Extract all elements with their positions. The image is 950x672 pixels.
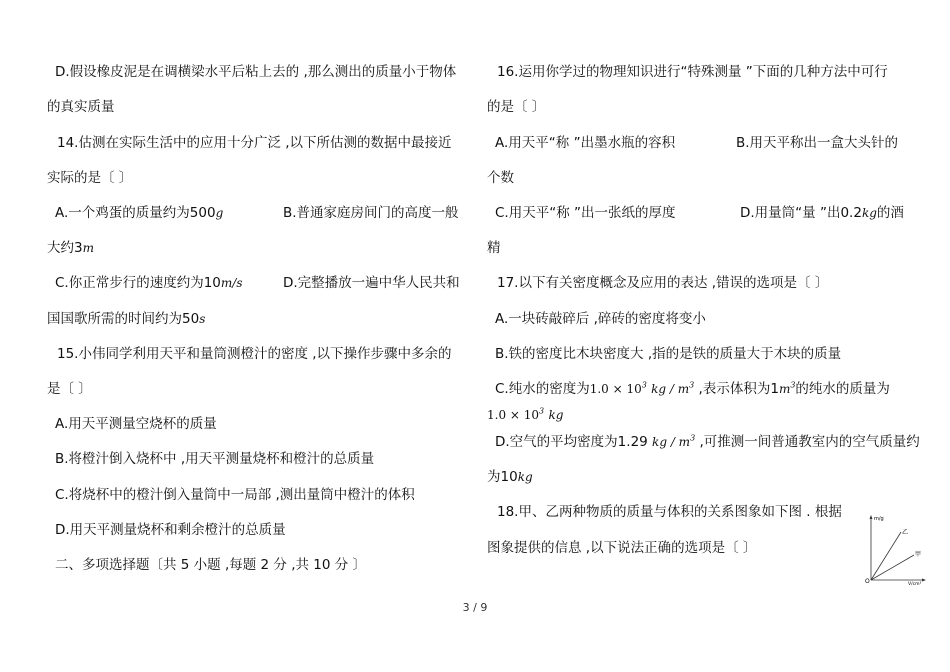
q17-option-c-line2 xyxy=(487,405,563,425)
q17-option-d-unit: kg / m xyxy=(652,435,691,449)
q15-option-b: B.将橙汁倒入烧杯中 ,用天平测量烧杯和橙汁的总质量 xyxy=(55,451,375,467)
q17-option-c-text3: 的纯水的质量为 xyxy=(795,381,890,397)
q17-option-d-line2 xyxy=(487,467,533,487)
graph-label-yi: 乙 xyxy=(902,529,909,536)
q15-option-d: D.用天平测量烧杯和剩余橙汁的总质量 xyxy=(55,522,286,538)
q17-option-d-line1 xyxy=(495,432,920,452)
q14-option-b-line1: B.普通家庭房间门的高度一般 xyxy=(283,205,459,221)
q17-option-c-text2: ,表示体积为1 xyxy=(694,381,779,397)
q17-option-d-mass: 为10 xyxy=(487,469,518,485)
q14-option-d-line1: D.完整播放一遍中华人民共和 xyxy=(283,275,460,291)
graph-x-arrow xyxy=(922,579,926,582)
q14-option-a xyxy=(55,203,223,223)
q14-stem-line1: 14.估测在实际生活中的应用十分广泛 ,以下所估测的数据中最接近 xyxy=(57,135,452,151)
q17-option-c-number: 1.0 × 10 xyxy=(589,382,642,396)
mass-volume-graph xyxy=(864,512,926,586)
graph-y-label: m/g xyxy=(874,516,884,522)
q18-stem-line2: 图象提供的信息 ,以下说法正确的选项是〔 〕 xyxy=(487,540,757,556)
graph-y-arrow xyxy=(870,515,873,519)
q17-option-c-unit: kg / m xyxy=(651,382,690,396)
graph-origin-label: O xyxy=(865,578,870,585)
q17-option-c-exponent: 3 xyxy=(641,380,647,390)
q16-option-b-line2: 个数 xyxy=(487,170,514,186)
q14-stem-line2: 实际的是〔 〕 xyxy=(47,170,133,186)
q14-option-c xyxy=(55,273,243,293)
q14-option-b-line2 xyxy=(47,238,94,258)
q14-option-a-text: A.一个鸡蛋的质量约为500 xyxy=(55,205,216,221)
q18-stem-line1: 18.甲、乙两种物质的质量与体积的关系图象如下图 . 根据 xyxy=(497,504,842,520)
graph-line-jia xyxy=(871,555,914,580)
q17-stem: 17.以下有关密度概念及应用的表达 ,错误的选项是〔 〕 xyxy=(497,275,829,291)
q14-option-b-unit: m xyxy=(82,241,94,255)
q17-option-d-text2: ,可推测一间普通教室内的空气质量约 xyxy=(695,434,920,450)
q16-option-d-line2: 精 xyxy=(487,240,501,256)
q16-option-d-line1 xyxy=(740,203,904,223)
q15-stem-line2: 是〔 〕 xyxy=(47,381,92,397)
q13-option-d-line1: D.假设橡皮泥是在调横梁水平后粘上去的 ,那么测出的质量小于物体 xyxy=(55,64,457,80)
q14-option-c-unit: m/s xyxy=(220,276,243,290)
q17-option-c-volume-exponent: 3 xyxy=(790,380,796,390)
q17-option-b: B.铁的密度比木块密度大 ,指的是铁的质量大于木块的质量 xyxy=(495,346,842,362)
graph-label-jia: 甲 xyxy=(915,551,922,558)
q14-option-d-text: 国国歌所需的时间约为50 xyxy=(47,311,200,327)
q14-option-c-text: C.你正常步行的速度约为10 xyxy=(55,275,221,291)
q15-option-c: C.将烧杯中的橙汁倒入量筒中一局部 ,测出量筒中橙汁的体积 xyxy=(55,487,415,503)
q16-stem-line2: 的是〔 〕 xyxy=(487,99,546,115)
q16-option-a: A.用天平“称 ”出墨水瓶的容积 xyxy=(495,135,676,151)
q13-option-d-line2: 的真实质量 xyxy=(47,99,115,115)
page-number: 3 / 9 xyxy=(462,601,488,614)
section-2-heading: 二、多项选择题〔共 5 小题 ,每题 2 分 ,共 10 分 〕 xyxy=(55,557,367,573)
q14-option-d-line2 xyxy=(47,309,205,329)
q17-option-c-mass-exponent: 3 xyxy=(539,406,545,416)
q17-option-d-mass-unit: kg xyxy=(517,470,533,484)
q15-option-a: A.用天平测量空烧杯的质量 xyxy=(55,416,217,432)
q16-option-b-line1: B.用天平称出一盒大头针的 xyxy=(736,135,899,151)
q17-option-c-line1 xyxy=(495,379,890,399)
q16-stem-line1: 16.运用你学过的物理知识进行“特殊测量 ”下面的几种方法中可行 xyxy=(497,64,888,80)
q15-stem-line1: 15.小伟同学利用天平和量筒测橙汁的密度 ,以下操作步骤中多余的 xyxy=(57,346,452,362)
q17-option-c-volume-unit: m xyxy=(778,382,791,396)
q14-option-a-unit: g xyxy=(215,206,224,220)
q16-option-d-tail: 的酒 xyxy=(876,205,904,221)
q17-option-c-mass-number: 1.0 × 10 xyxy=(487,408,540,422)
graph-x-label: V/cm³ xyxy=(908,582,922,586)
q17-option-d-unit-exponent: 3 xyxy=(690,433,696,443)
q17-option-c-text: C.纯水的密度为 xyxy=(495,381,590,397)
q16-option-d-unit: kg xyxy=(861,206,877,220)
q17-option-c-unit-exponent: 3 xyxy=(689,380,695,390)
q17-option-c-mass-unit: kg xyxy=(548,408,564,422)
q17-option-a: A.一块砖敲碎后 ,碎砖的密度将变小 xyxy=(495,311,706,327)
q14-option-d-unit: s xyxy=(199,312,206,326)
q17-option-d-text: D.空气的平均密度为1.29 xyxy=(495,434,648,450)
q14-option-b-text: 大约3 xyxy=(47,240,83,256)
q16-option-c: C.用天平“称 ”出一张纸的厚度 xyxy=(495,205,676,221)
q16-option-d-text: D.用量筒“量 ”出0.2 xyxy=(740,205,862,221)
graph-line-yi xyxy=(871,532,901,580)
